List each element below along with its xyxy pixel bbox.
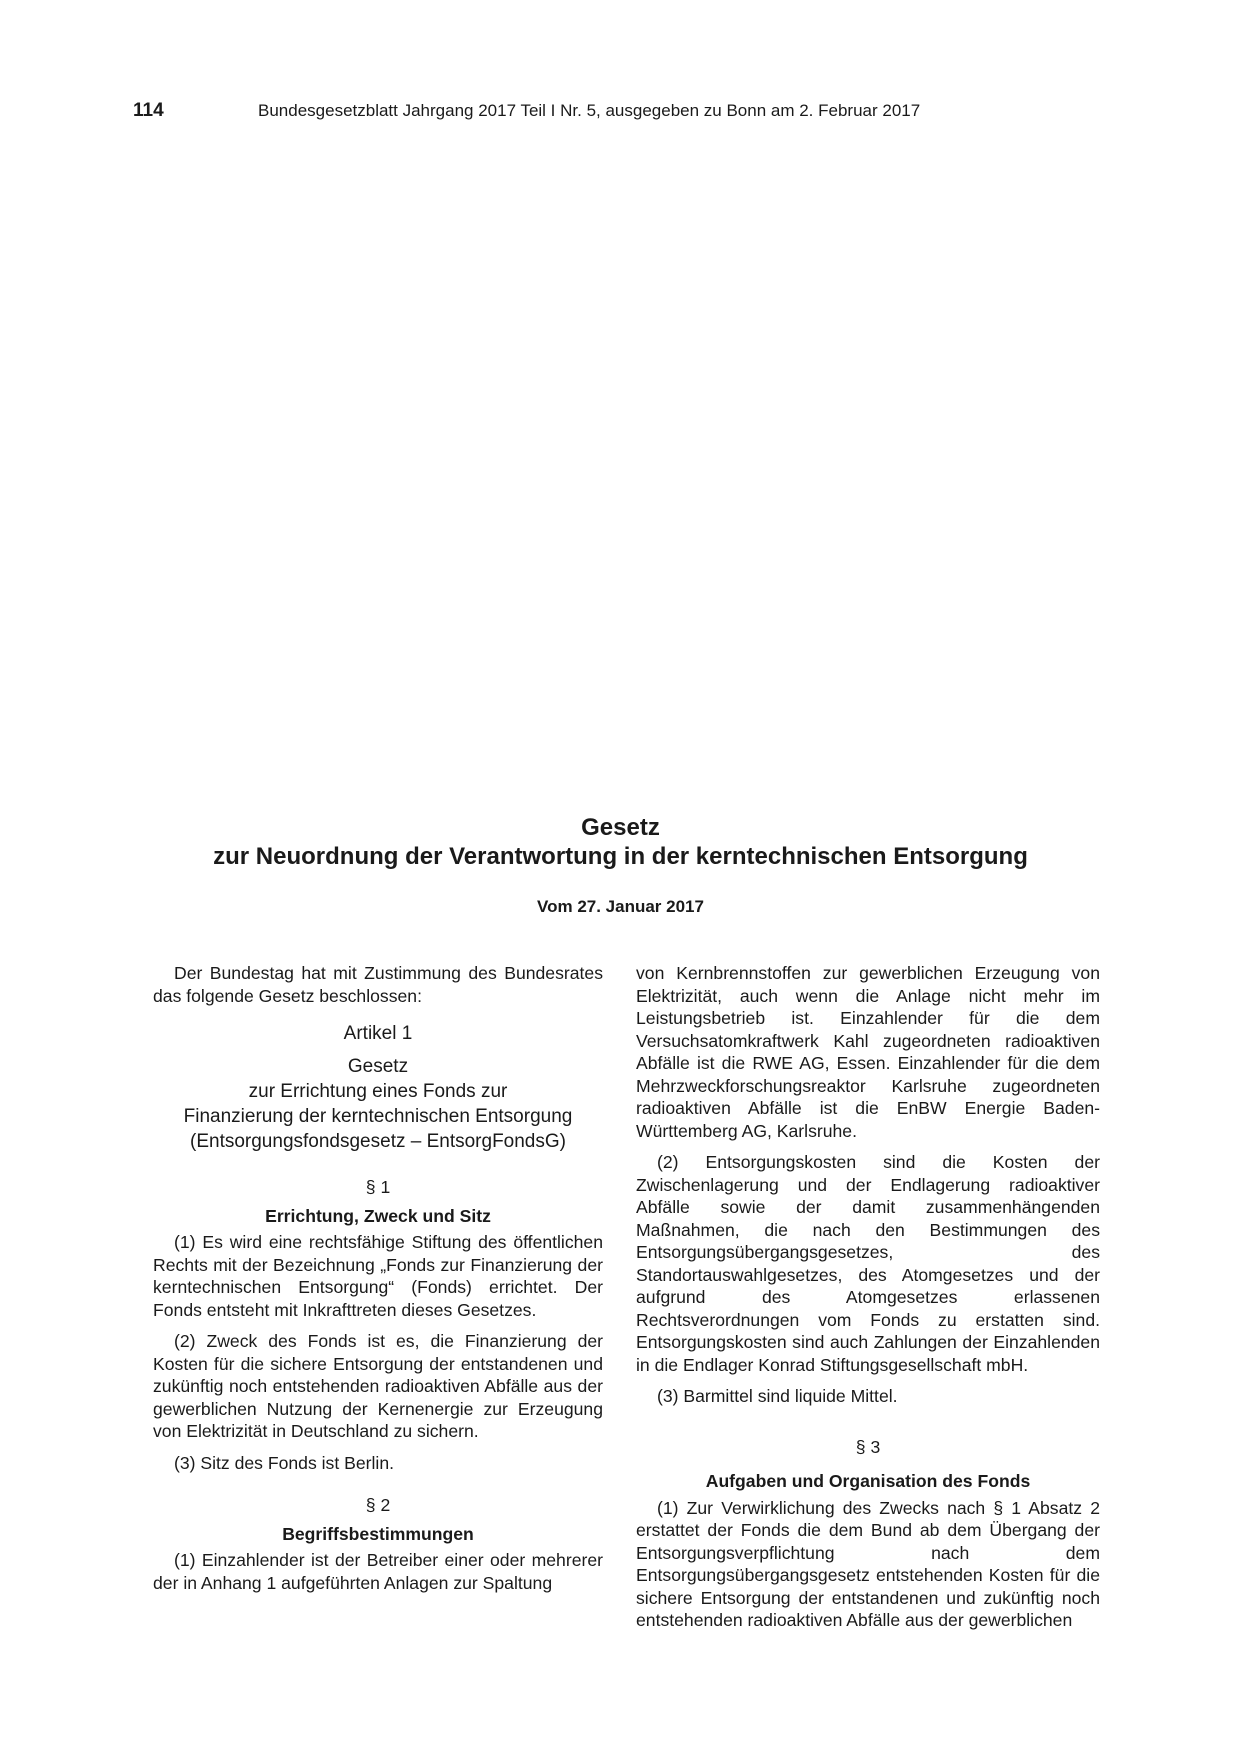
section-2-paragraph-2: (2) Entsorgungskosten sind die Kosten der Zwischenlagerung und der Endlagerung radioaktiver Abfälle sowie der damit zusammenhängenden Maßnahmen, die nach den Bestimmungen des Entsorgungsübergangsgesetzes, des Standortauswahlgesetzes, des Atomgesetzes und der aufgrund des Atomgesetzes erlassenen Rechtsverordnungen vom Fonds zu erstatten sind. Entsorgungskosten sind auch Zahlungen der Einzahlenden in die Endlager Konrad Stiftungsgesellschaft mbH. (636, 1152, 1100, 1375)
preamble: Der Bundestag hat mit Zustimmung des Bundesrates das folgende Gesetz beschlossen: (153, 963, 603, 1006)
article-title-line3: Finanzierung der kerntechnischen Entsorgung (183, 1106, 573, 1127)
section-1-paragraph-2: (2) Zweck des Fonds ist es, die Finanzierung der Kosten für die sichere Entsorgung der entstandenen und zukünftig noch entstehenden radioaktiven Abfälle aus der gewerblichen Nutzung der Kernenergie zur Erzeugung von Elektrizität in Deutschland zu sichern. (153, 1331, 603, 1441)
section-2-paragraph-1-start: (1) Einzahlender ist der Betreiber einer oder mehrerer der in Anhang 1 aufgeführten Anlagen zur Spaltung (153, 1550, 603, 1593)
article-title-line4: (Entsorgungsfondsgesetz – EntsorgFondsG) (190, 1131, 566, 1152)
section-1-paragraph-1: (1) Es wird eine rechtsfähige Stiftung des öffentlichen Rechts mit der Bezeichnung „Fonds zur Finanzierung der kerntechnischen Entsorgung“ (Fonds) errichtet. Der Fonds entsteht mit Inkrafttreten dieses Gesetzes. (153, 1232, 603, 1320)
page-number: 114 (133, 100, 164, 121)
section-3-heading: Aufgaben und Organisation des Fonds (705, 1471, 1031, 1491)
section-1-paragraph-3: (3) Sitz des Fonds ist Berlin. (174, 1452, 394, 1473)
left-column (153, 962, 603, 1594)
section-1-heading: Errichtung, Zweck und Sitz (265, 1205, 491, 1226)
law-date: Vom 27. Januar 2017 (537, 897, 704, 916)
law-title-line1: Gesetz (581, 814, 660, 841)
article-label: Artikel 1 (343, 1023, 413, 1044)
section-2-paragraph-3: (3) Barmittel sind liquide Mittel. (657, 1386, 898, 1406)
section-3-sign: § 3 (855, 1436, 881, 1457)
section-2-sign: § 2 (365, 1495, 391, 1515)
right-column (636, 962, 1100, 1632)
article-title-line1: Gesetz (347, 1056, 409, 1077)
section-1-sign: § 1 (365, 1177, 391, 1197)
section-2-heading: Begriffsbestimmungen (282, 1523, 474, 1544)
section-3-paragraph-1-start: (1) Zur Verwirklichung des Zwecks nach § 1 Absatz 2 erstattet der Fonds die dem Bund ab dem Übergang der Entsorgungsverpflichtung nach dem Entsorgungsübergangsgesetz entstehenden Kosten für die sichere Entsorgung der entstandenen und zukünftig noch entstehenden radioaktiven Abfälle aus der gewerblichen (636, 1497, 1100, 1630)
section-2-paragraph-1-end: von Kernbrennstoffen zur gewerblichen Erzeugung von Elektrizität, auch wenn die Anlage nicht mehr im Leistungsbetrieb ist. Einzahlender für die dem Versuchsatomkraftwerk Kahl zugeordneten radioaktiven Abfälle ist die RWE AG, Essen. Einzahlender für die dem Mehrzweckforschungsreaktor Karlsruhe zugeordneten radioaktiven Abfälle ist die EnBW Energie Baden-Württemberg AG, Karlsruhe. (636, 963, 1100, 1141)
running-title: Bundesgesetzblatt Jahrgang 2017 Teil I Nr. 5, ausgegeben zu Bonn am 2. Februar 2017 (258, 101, 921, 120)
law-title-line2: zur Neuordnung der Verantwortung in der kerntechnischen Entsorgung (213, 843, 1028, 870)
article-title-line2: zur Errichtung eines Fonds zur (248, 1081, 508, 1102)
